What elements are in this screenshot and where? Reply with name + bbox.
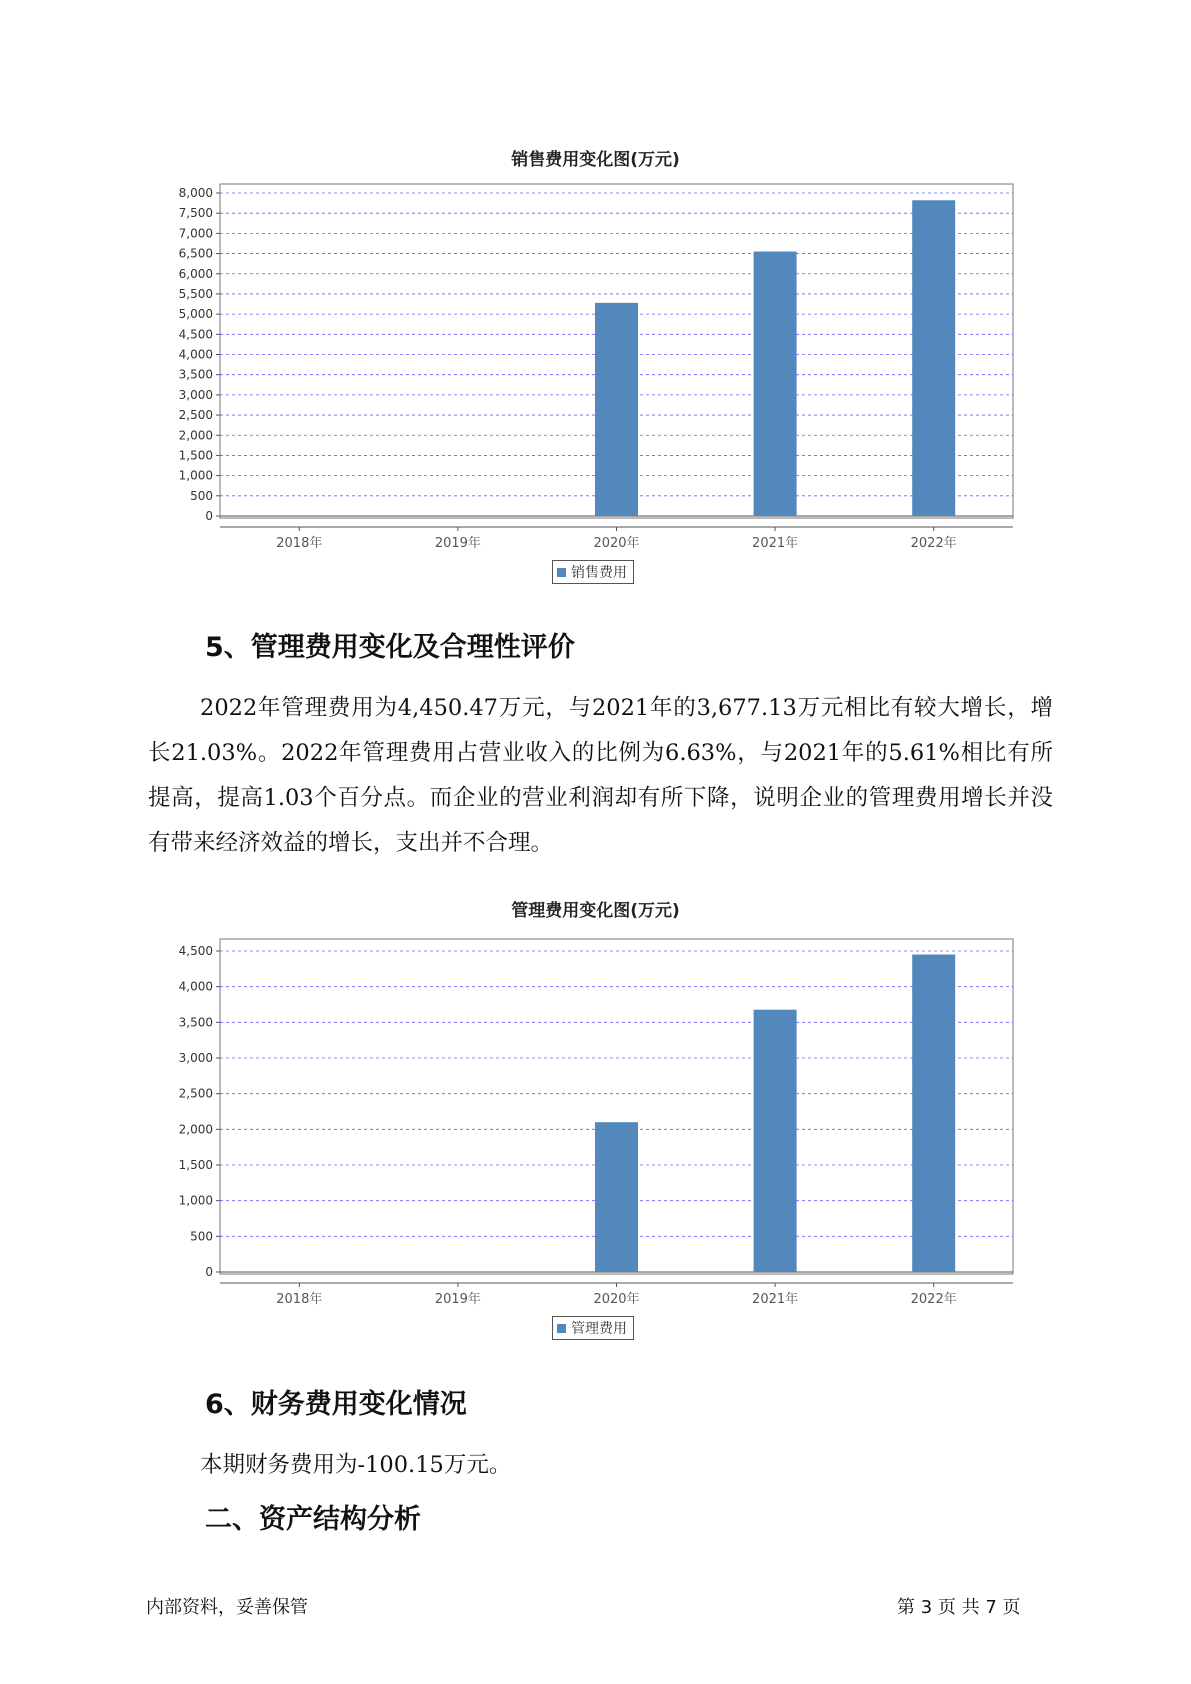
- y-tick-label: 1,000: [178, 1193, 213, 1208]
- legend-label: 管理费用: [571, 1321, 627, 1337]
- y-tick-label: 6,500: [178, 246, 213, 261]
- chart1-title: 销售费用变化图(万元): [511, 150, 680, 170]
- x-tick-label: 2018年: [276, 536, 323, 551]
- x-tick-label: 2019年: [434, 536, 481, 551]
- y-tick-label: 1,000: [178, 468, 213, 483]
- section5-paragraph: 2022年管理费用为4,450.47万元，与2021年的3,677.13万元相比有较大增长，增长21.03%。2022年管理费用占营业收入的比例为6.63%，与2021年的5.61%相比有所提高，提高1.03个百分点。而企业的营业利润却有所下降，说明企业的管理费用增长并没有带来经济效益的增长，支出并不合理。: [148, 695, 1053, 856]
- y-tick-label: 4,000: [178, 979, 213, 994]
- y-tick-label: 500: [190, 488, 213, 503]
- x-tick-label: 2019年: [434, 1292, 481, 1307]
- legend-swatch: [557, 1324, 566, 1333]
- y-tick-label: 4,500: [178, 944, 213, 958]
- x-tick-label: 2021年: [752, 536, 799, 551]
- y-tick-label: 3,000: [178, 1051, 213, 1065]
- y-tick-label: 4,000: [178, 347, 213, 362]
- footer-left: 内部资料，妥善保管: [146, 1597, 308, 1618]
- y-tick-label: 7,000: [178, 226, 213, 241]
- y-tick-label: 5,500: [178, 286, 213, 301]
- page-number: 第 3 页 共 7 页: [897, 1597, 1021, 1618]
- legend-label: 销售费用: [571, 565, 627, 581]
- section5-heading: 5、管理费用变化及合理性评价: [205, 632, 575, 663]
- bar: [912, 955, 955, 1272]
- y-tick-label: 4,500: [178, 327, 213, 342]
- x-tick-label: 2021年: [752, 1292, 799, 1307]
- chart2-title: 管理费用变化图(万元): [511, 901, 680, 921]
- y-tick-label: 2,000: [178, 428, 213, 443]
- y-tick-label: 3,500: [178, 1015, 213, 1030]
- y-tick-label: 2,000: [178, 1122, 213, 1137]
- y-tick-label: 7,500: [178, 206, 213, 221]
- y-tick-label: 5,000: [178, 307, 213, 322]
- y-tick-label: 1,500: [178, 1158, 213, 1172]
- y-tick-label: 3,000: [178, 387, 213, 402]
- x-tick-label: 2022年: [910, 1292, 957, 1307]
- x-tick-label: 2018年: [276, 1292, 323, 1307]
- chart2-legend: [552, 1316, 634, 1340]
- y-tick-label: 0: [205, 1265, 213, 1279]
- y-tick-label: 2,500: [178, 408, 213, 423]
- x-tick-label: 2020年: [593, 536, 640, 551]
- asset-structure-heading: 二、资产结构分析: [205, 1504, 421, 1535]
- bar: [754, 1010, 797, 1272]
- y-tick-label: 2,500: [178, 1086, 213, 1101]
- y-tick-label: 3,500: [178, 367, 213, 382]
- y-tick-label: 1,500: [178, 448, 213, 463]
- y-tick-label: 8,000: [178, 186, 213, 200]
- y-tick-label: 0: [205, 509, 213, 523]
- y-tick-label: 500: [190, 1229, 213, 1244]
- y-tick-label: 6,000: [178, 266, 213, 281]
- x-tick-label: 2022年: [910, 536, 957, 551]
- section6-text: 本期财务费用为-100.15万元。: [200, 1452, 512, 1478]
- section6-heading: 6、财务费用变化情况: [205, 1389, 467, 1420]
- x-tick-label: 2020年: [593, 1292, 640, 1307]
- bar: [595, 1122, 638, 1272]
